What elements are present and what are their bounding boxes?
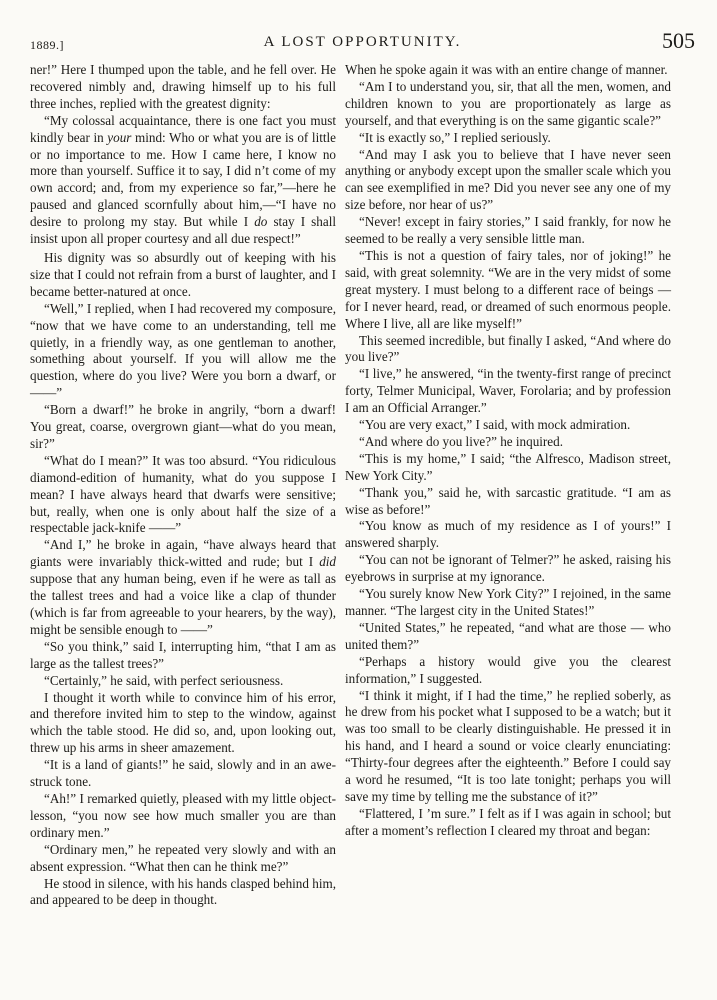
paragraph (345, 62, 671, 79)
paragraph (30, 639, 336, 673)
paragraph (345, 654, 671, 688)
paragraph (30, 537, 336, 638)
text-run: “What do I mean?” It was too absurd. “You ridiculous diamond-edition of humanity, what do you suppose I mean? I have always heard that dwarfs were sensitive; but, really, when one is only about half the size of a respectable jack-knife ——” (30, 452, 336, 536)
paragraph (30, 113, 336, 248)
text-run: “It is a land of giants!” he said, slowly and in an awe-struck tone. (30, 757, 336, 790)
text-run: I thought it worth while to convince him of his error, and therefore invited him to step to the window, against which the table stood. He did so, and, upon looking out, threw up his arms in sheer amazement. (30, 689, 336, 756)
paragraph (345, 688, 671, 806)
text-run: “And may I ask you to believe that I have never seen anything or anybody except upon the smaller scale which you can see exemplified in me? Did you never see any one of my size before, nor hear of us?” (345, 146, 671, 213)
text-run: suppose that any human being, even if he were as tall as the tallest trees and had a voice like a clap of thunder (which is far from agreeable to your hearers, by the way), might be sensible enough to ——” (30, 571, 336, 637)
paragraph (30, 690, 336, 758)
text-run: This seemed incredible, but finally I asked, “And where do you live?” (345, 332, 671, 365)
text-run: stay I shall insist upon all proper courtesy and all due respect!” (30, 214, 336, 247)
paragraph (345, 130, 671, 147)
text-run: “Well,” I replied, when I had recovered my composure, “now that we have come to an understanding, tell me quietly, in a friendly way, as one gentleman to another, something about yourself. If you will allow me the question, where do you live? Were you born a dwarf, or ——” (30, 300, 336, 401)
text-run: “Born a dwarf!” he broke in angrily, “born a dwarf! You great, coarse, overgrown giant—what do you mean, sir?” (30, 402, 336, 451)
paragraph (345, 552, 671, 586)
text-run: “Never! except in fairy stories,” I said frankly, for now he seemed to be really a very sensible little man. (345, 214, 671, 247)
text-run: “So you think,” said I, interrupting him, “that I am as large as the tallest trees?” (30, 638, 336, 671)
text-run: “Thank you,” said he, with sarcastic gratitude. “I am as wise as before!” (345, 484, 671, 517)
paragraph (30, 876, 336, 910)
paragraph (30, 250, 336, 301)
paragraph (345, 451, 671, 485)
paragraph (345, 214, 671, 248)
text-run: “You can not be ignorant of Telmer?” he asked, raising his eyebrows in surprise at my ignorance. (345, 552, 671, 585)
text-run: “Perhaps a history would give you the clearest information,” I suggested. (345, 653, 671, 686)
text-run: “It is exactly so,” I replied seriously. (359, 129, 551, 145)
paragraph (345, 620, 671, 654)
right-text-column (345, 62, 671, 840)
paragraph (345, 586, 671, 620)
text-run: “This is my home,” I said; “the Alfresco, Madison street, New York City.” (345, 450, 671, 483)
text-run: “Flattered, I ’m sure.” I felt as if I was again in school; but after a moment’s reflection I cleared my throat and began: (345, 805, 671, 838)
text-run: “You surely know New York City?” I rejoined, in the same manner. “The largest city in the United States!” (345, 586, 671, 618)
running-header (30, 28, 695, 56)
paragraph (345, 366, 671, 417)
paragraph (345, 79, 671, 130)
text-run: “Certainly,” he said, with perfect seriousness. (44, 672, 284, 688)
paragraph (30, 842, 336, 876)
header-year: 1889.] (30, 38, 64, 52)
paragraph (30, 673, 336, 690)
text-run: “And where do you live?” he inquired. (359, 433, 563, 449)
text-run: “Ah!” I remarked quietly, pleased with my little object-lesson, “you now see how much smaller you are than ordinary men.” (30, 790, 336, 840)
italic-text: do (254, 214, 268, 230)
paragraph (30, 757, 336, 791)
text-run: “United States,” he repeated, “and what are those — who united them?” (345, 619, 671, 652)
text-run: “You are very exact,” I said, with mock admiration. (359, 417, 631, 433)
text-run: mind: Who or what you are is of little or no importance to me. How I came here, I know no more than yourself. Suffice it to say, I did n’t come of my own accord; and, from my experience so far,”—here he paused and glanced scornfully about him,—“I have no desire to prolong my stay. But while I (30, 129, 337, 230)
paragraph (30, 402, 336, 453)
text-run: He stood in silence, with his hands clasped behind him, and appeared to be deep in thought. (30, 875, 336, 908)
paragraph (345, 518, 671, 552)
text-run: His dignity was so absurdly out of keeping with his size that I could not refrain from a burst of laughter, and I became better-natured at once. (30, 249, 336, 299)
paragraph (345, 248, 671, 333)
text-run: ner!” Here I thumped upon the table, and he fell over. He recovered nimbly and, drawing himself up to his full three inches, replied with the greatest dignity: (30, 62, 336, 111)
header-title: A LOST OPPORTUNITY. (263, 34, 462, 50)
page-number: 505 (662, 28, 695, 53)
text-run: “My colossal acquaintance, there is one fact you must kindly bear in (30, 112, 336, 145)
text-run: “I think it might, if I had the time,” he replied soberly, as he drew from his pocket what I supposed to be a watch; but it was too small to be clearly distinguishable. He pressed it in his hand, and I heard a sound or voice clearly enunciating: “Thirty-four degrees after the eighteenth.” Before I could say a word he resumed, “It is too late tonight; perhaps you will save my time by telling me the substance of it?” (345, 687, 671, 804)
paragraph (30, 62, 336, 113)
text-run: “I live,” he answered, “in the twenty-first range of precinct forty, Telmer Municipal, Waver, Forolaria; and by profession I am an Official Arranger.” (345, 366, 671, 416)
paragraph (345, 434, 671, 451)
paragraph (345, 147, 671, 215)
left-text-column (30, 62, 336, 909)
text-run: “Ordinary men,” he repeated very slowly and with an absent expression. “What then can he think me?” (30, 841, 336, 874)
text-run: “You know as much of my residence as I of yours!” I answered sharply. (345, 518, 671, 551)
paragraph (345, 417, 671, 434)
paragraph (345, 485, 671, 519)
text-run: “This is not a question of fairy tales, nor of joking!” he said, with great solemnity. “We are in the very midst of some great mystery. I must belong to a different race of beings — for I never heard, read, or dreamed of such enormous people. Where I live, all are like myself!” (345, 247, 671, 331)
italic-text: your (107, 129, 132, 145)
italic-text: did (319, 554, 336, 570)
text-run: “Am I to understand you, sir, that all the men, women, and children known to you are proportionately as large as yourself, and that everything is on the same gigantic scale?” (345, 78, 671, 128)
paragraph (30, 453, 336, 538)
paragraph (345, 333, 671, 367)
paragraph (30, 791, 336, 842)
text-run: “And I,” he broke in again, “have always heard that giants were invariably thick-witted and rude; but I (30, 537, 336, 570)
paragraph (30, 301, 336, 402)
text-run: When he spoke again it was with an entire change of manner. (345, 62, 668, 77)
paragraph (345, 806, 671, 840)
